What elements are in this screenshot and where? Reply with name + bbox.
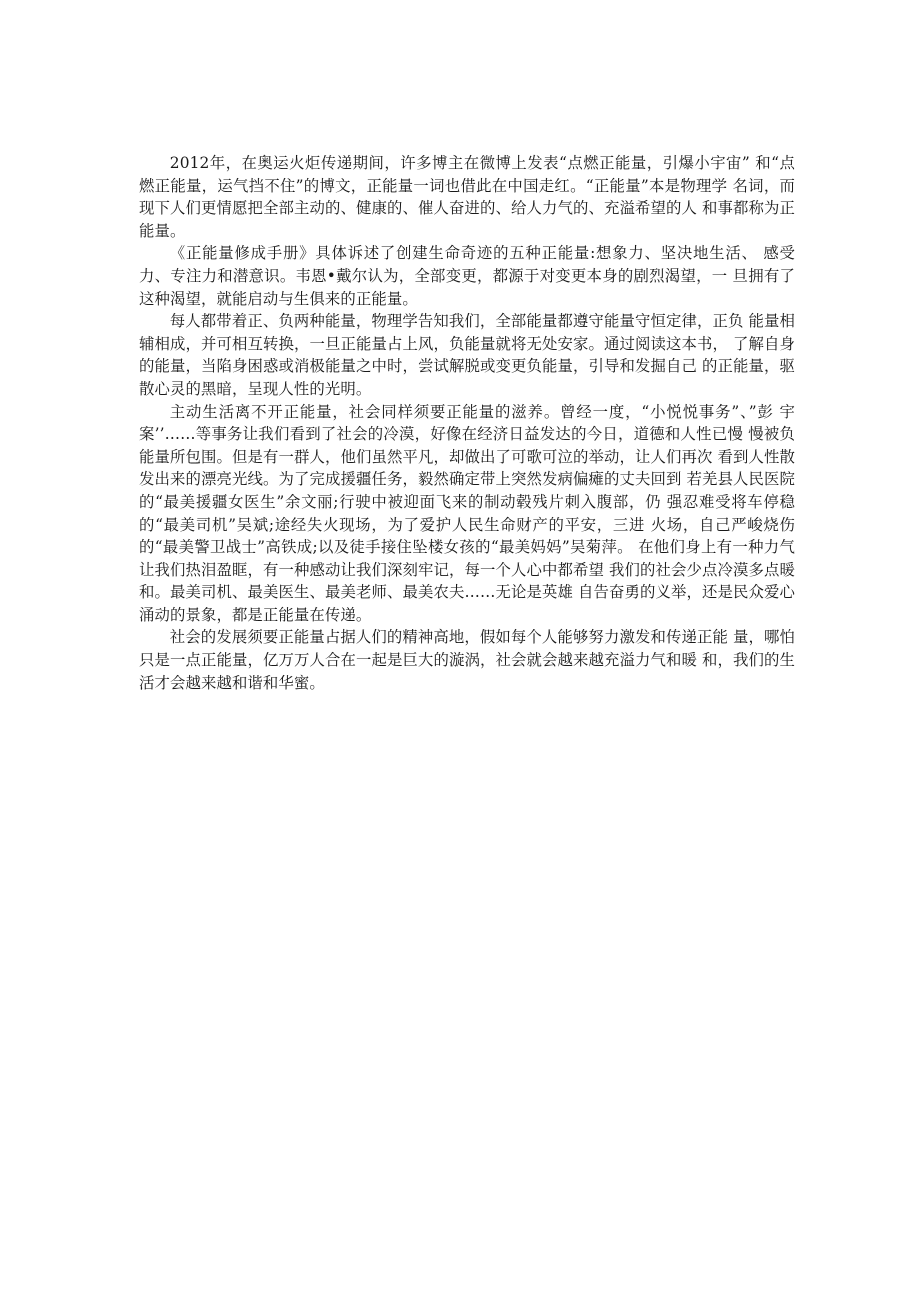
paragraph: 《正能量修成手册》具体诉述了创建生命奇迹的五种正能量:想象力、坚决地生活、 感受力、专注力和潜意识。韦恩•戴尔认为，全部变更，都源于对变更本身的剧烈渴望，一 旦拥有了这种渴望，就能启动与生俱来的正能量。 — [139, 244, 795, 308]
paragraph: 社会的发展须要正能量占据人们的精神高地，假如每个人能够努力激发和传递正能 量，哪怕只是一点正能量，亿万万人合在一起是巨大的漩涡，社会就会越来越充溢力气和暖 和，我们的生活才会越来越和谐和华蜜。 — [139, 628, 795, 692]
document-body — [139, 152, 795, 694]
paragraph: 2012年，在奥运火炬传递期间，许多博主在微博上发表“点燃正能量，引爆小宇宙” 和“点燃正能量，运气挡不住”的博文，正能量一词也借此在中国走红。“正能量”本是物理学 名词，而现下人们更情愿把全部主动的、健康的、催人奋进的、给人力气的、充溢希望的人 和事都称为正能量。 — [139, 154, 795, 240]
paragraph: 每人都带着正、负两种能量，物理学告知我们，全部能量都遵守能量守恒定律，正负 能量相辅相成，并可相互转换，一旦正能量占上风，负能量就将无处安家。通过阅读这本书， 了解自身的能量，当陷身困惑或消极能量之中时，尝试解脱或变更负能量，引导和发掘自己 的正能量，驱散心灵的黑暗，呈现人性的光明。 — [139, 312, 795, 398]
paragraph: 主动生活离不开正能量，社会同样须要正能量的滋养。曾经一度，“小悦悦事务”、”彭 宇案’’……等事务让我们看到了社会的冷漠，好像在经济日益发达的今日，道德和人性已慢 慢被负能量所包围。但是有一群人，他们虽然平凡，却做出了可歌可泣的举动，让人们再次 看到人性散发出来的漂亮光线。为了完成援疆任务，毅然确定带上突然发病偏瘫的丈夫回到 若羌县人民医院的“最美援疆女医生”余文丽;行驶中被迎面飞来的制动毂残片刺入腹部，仍 强忍难受将车停稳的“最美司机”吴斌;途经失火现场，为了爱护人民生命财产的平安，三进 火场，自己严峻烧伤的“最美警卫战士”高铁成;以及徒手接住坠楼女孩的“最美妈妈”吴菊萍。 在他们身上有一种力气让我们热泪盈眶，有一种感动让我们深刻牢记，每一个人心中都希望 我们的社会少点冷漠多点暖和。最美司机、最美医生、最美老师、最美农夫……无论是英雄 自告奋勇的义举，还是民众爱心涌动的景象，都是正能量在传递。 — [139, 402, 795, 624]
